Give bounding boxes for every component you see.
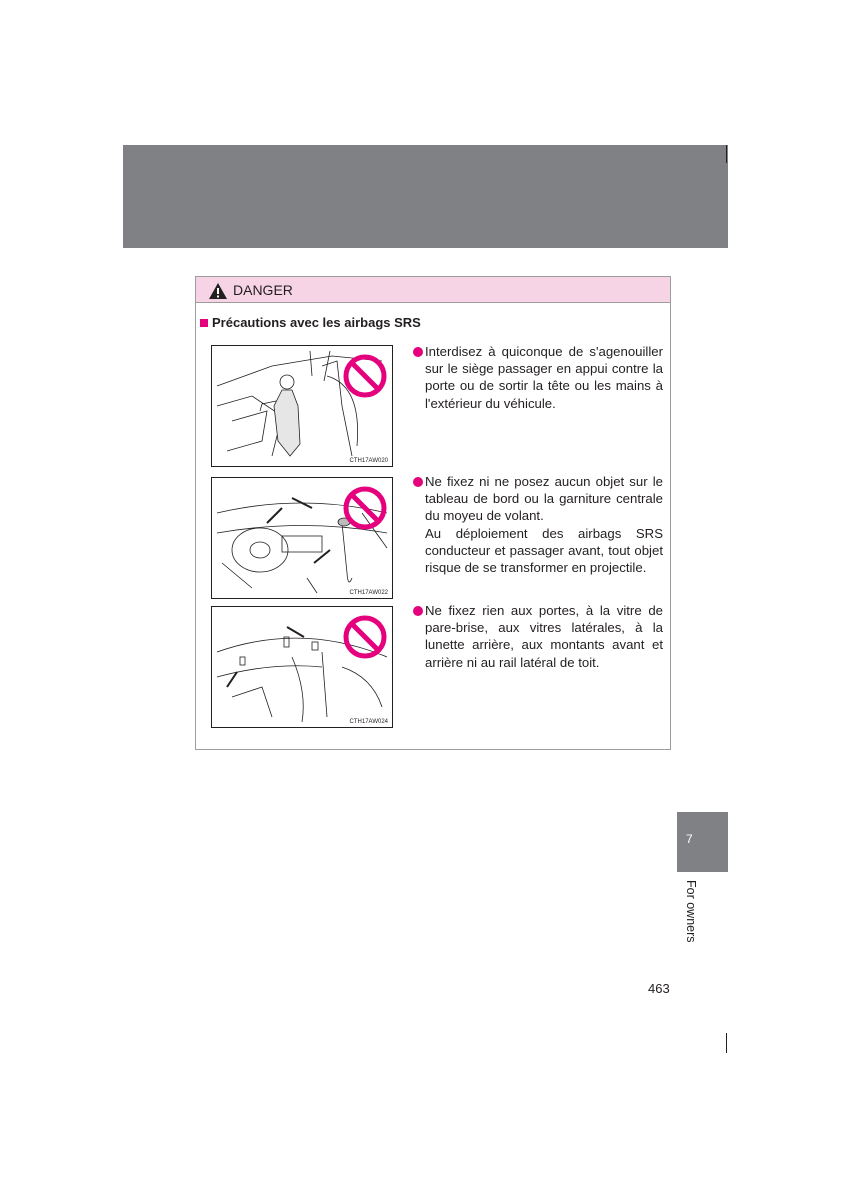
illustration-kneeling-passenger	[211, 345, 393, 467]
warning-text-3	[425, 602, 663, 671]
bullet-icon	[413, 347, 423, 357]
crop-mark	[726, 145, 727, 163]
warning-paragraph: Interdisez à quiconque de s'agenouiller sur le siège passager en appui contre la porte ou de sortir la tête ou les mains à l'extérieur du véhicule.	[425, 344, 663, 411]
illustration-doors-windows	[211, 606, 393, 728]
bullet-icon	[413, 477, 423, 487]
warning-paragraph: Ne fixez rien aux portes, à la vitre de pare-brise, aux vitres latérales, à la lunette arrière, aux montants avant et arrière ni au rail latéral de toit.	[425, 603, 663, 670]
danger-box	[195, 276, 671, 750]
warning-text-1	[425, 343, 663, 412]
danger-header	[196, 277, 670, 303]
no-entry-icon	[342, 614, 388, 660]
bullet-icon	[413, 606, 423, 616]
section-title-text: Précautions avec les airbags SRS	[212, 315, 421, 330]
illustration-code: CTH17AW022	[349, 590, 388, 596]
no-entry-icon	[342, 485, 388, 531]
square-bullet-icon	[200, 319, 208, 327]
warning-triangle-icon	[208, 282, 228, 300]
chapter-tab	[677, 812, 728, 872]
page-number: 463	[648, 981, 670, 996]
warning-text-2	[425, 473, 663, 576]
chapter-label: For owners	[684, 880, 698, 943]
no-entry-icon	[342, 353, 388, 399]
illustration-code: CTH17AW020	[349, 458, 388, 464]
danger-label: DANGER	[233, 282, 293, 298]
illustration-dashboard-objects	[211, 477, 393, 599]
crop-mark	[726, 1033, 727, 1053]
header-band	[123, 145, 728, 248]
illustration-code: CTH17AW024	[349, 719, 388, 725]
warning-paragraph: Ne fixez ni ne posez aucun objet sur le tableau de bord ou la garniture centrale du moyeu de volant.	[425, 474, 663, 524]
chapter-number: 7	[686, 832, 693, 846]
section-title	[200, 315, 421, 330]
warning-paragraph: Au déploiement des airbags SRS conducteur et passager avant, tout objet risque de se transformer en projectile.	[425, 525, 663, 576]
